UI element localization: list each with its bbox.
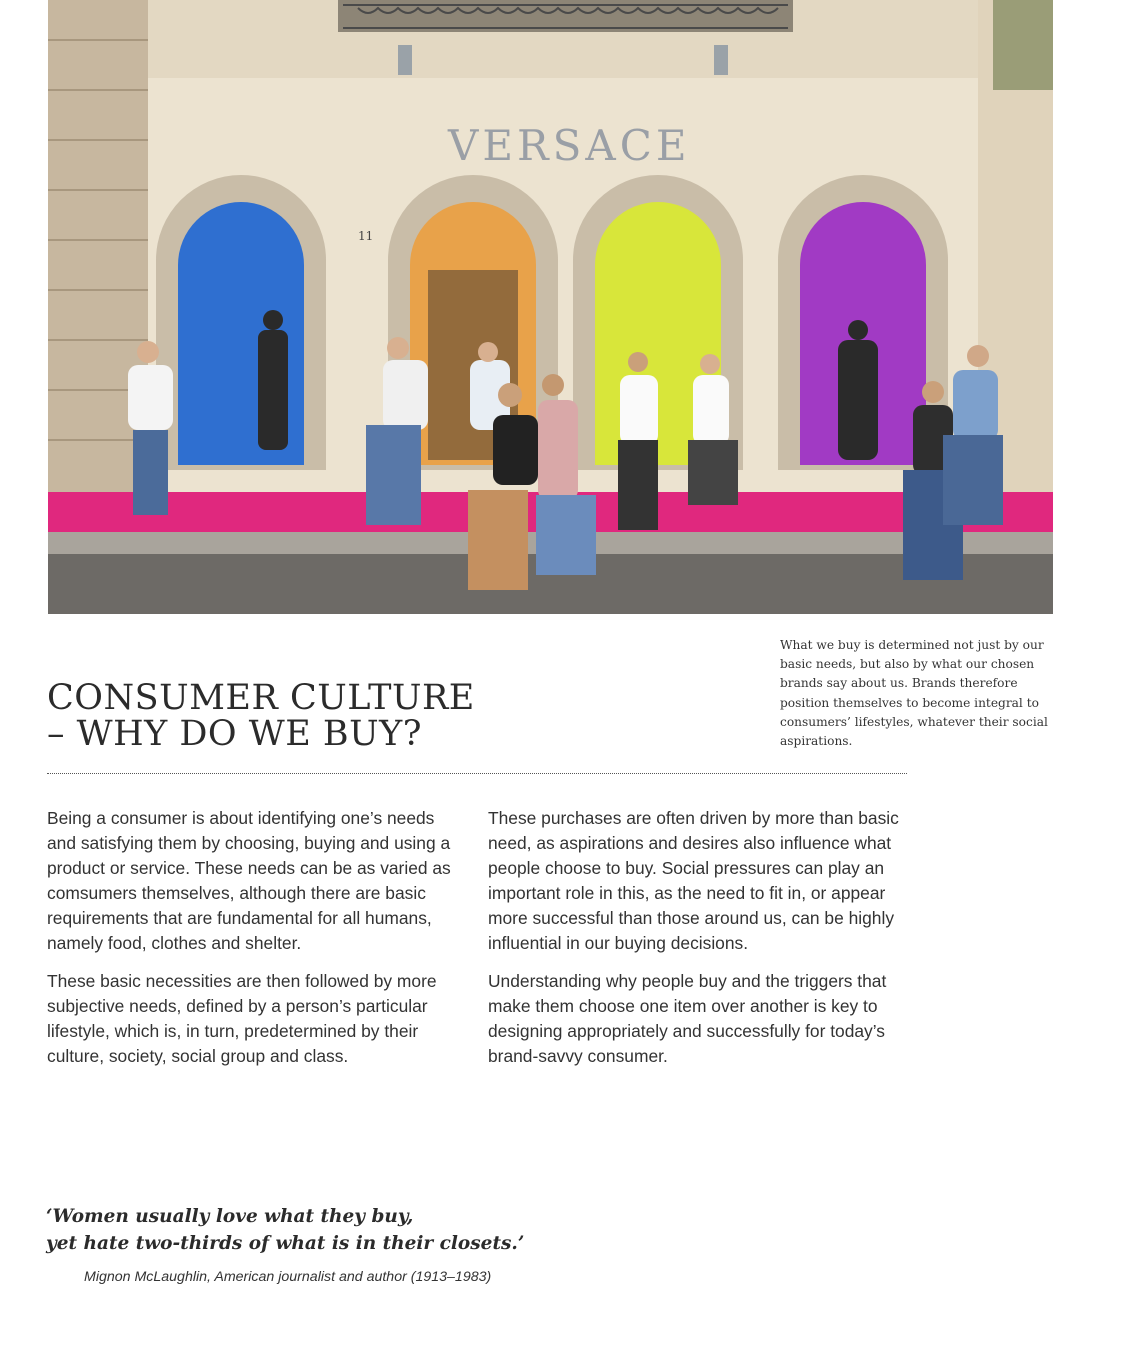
body-column-right	[488, 806, 908, 1082]
quote-attribution: Mignon McLaughlin, American journalist and author (1913–1983)	[84, 1269, 492, 1285]
plants	[993, 0, 1053, 90]
photo-caption: What we buy is determined not just by our basic needs, but also by what our chosen brands say about us. Brands therefore position themselves to become integral to consumers’ lifestyles, whatever their social aspirations.	[780, 638, 1048, 749]
lamp-right	[714, 45, 728, 75]
pull-quote-line-2: yet hate two-thirds of what is in their closets.’	[46, 1233, 525, 1254]
paragraph: Being a consumer is about identifying one’s needs and satisfying them by choosing, buying and using a product or service. These needs can be as varied as comsumers themselves, although there are basic requirements that are fundamental for all humans, namely food, clothes and shelter.	[47, 808, 451, 953]
pull-quote-line-1: ‘Women usually love what they buy,	[46, 1206, 414, 1227]
body-column-left	[47, 806, 467, 1082]
versace-sign: VERSACE	[448, 121, 691, 170]
dotted-divider	[47, 773, 907, 774]
page-title-line-1: CONSUMER CULTURE	[47, 678, 475, 718]
street-number: 11	[358, 229, 374, 243]
page-title	[47, 680, 747, 752]
page-title-line-2: – WHY DO WE BUY?	[47, 714, 422, 754]
paragraph: These basic necessities are then followed by more subjective needs, defined by a person’s particular lifestyle, which is, in turn, predetermined by their culture, society, social group and class.	[47, 971, 437, 1066]
paragraph: These purchases are often driven by more than basic need, as aspirations and desires also influence what people choose to buy. Social pressures can play an important role in this, as the need to fit in, or appear more successful than those around us, can be highly influential in our buying decisions.	[488, 808, 899, 953]
storefront-illustration	[48, 0, 1053, 614]
pull-quote	[46, 1203, 646, 1257]
paragraph: Understanding why people buy and the triggers that make them choose one item over another is key to designing appropriately and successfully for today’s brand-savvy consumer.	[488, 971, 887, 1066]
storefront-photo	[48, 0, 1053, 614]
lamp-left	[398, 45, 412, 75]
